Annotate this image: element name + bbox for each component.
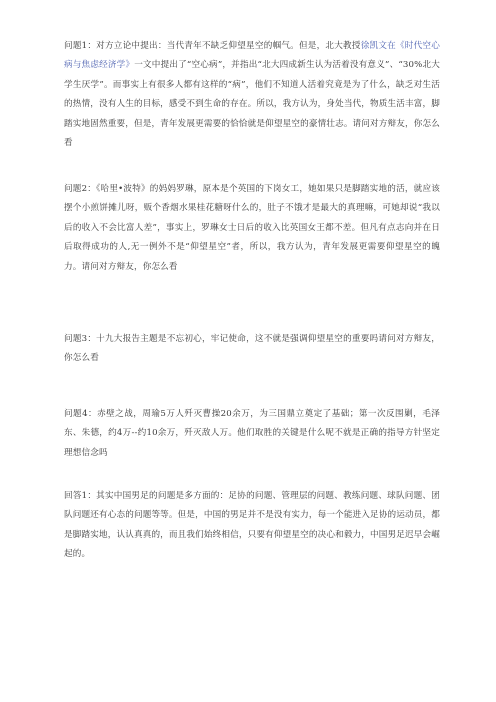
question-4-paragraph: 问题4：赤壁之战，周瑜5万人歼灭曹操20余万，为三国鼎立奠定了基础；第一次反围剿，毛泽东、朱德，约4万--约10余万，歼灭敌人万。他们取胜的关键是什么呢不就是正确的指导方针坚定理想信念吗 <box>64 409 440 458</box>
question-2-paragraph: 问题2：《哈里•波特》的妈妈罗琳，原本是个英国的下岗女工，她如果只是脚踏实地的活，就应该摆个小煎饼摊儿呀，贩个香烟水果桂花糖呀什么的，肚子不饿才是最大的真理嘛，可她却说“我以后的收入不会比富人差”，事实上，罗琳女士日后的收入比英国女王都不差。但凡有点志向并在日后取得成功的人,无一例外不是“仰望星空”者，所以，我方认为，青年发展更需要仰望星空的魄力。请问对方辩友，你怎么看 <box>64 184 440 272</box>
question-3-paragraph: 问题3：十九大报告主题是不忘初心，牢记使命，这不就是强调仰望星空的重要吗请问对方辩友，你怎么看 <box>64 334 440 364</box>
answer-1-paragraph: 回答1：其实中国男足的问题是多方面的：足协的问题、管理层的问题、教练问题、球队问题、团队问题还有心态的问题等等。但是，中国的男足并不是没有实力，每一个能进入足协的运动员，都是脚踏实地，认认真真的，而且我们始终相信，只要有仰望星空的决心和毅力，中国男足迟早会崛起的。 <box>64 491 440 560</box>
question-1-text-start: 问题1：对方立论中提出：当代青年不缺乏仰望星空的帼气。但是，北大教授 <box>64 41 361 51</box>
question-1-paragraph <box>64 37 440 153</box>
question-1-highlight-link[interactable]: 徐凯文在《时代空心病与焦虑经济学》 <box>64 41 440 71</box>
question-1-text-end: 一文中提出了“空心病”，并指出“北大四成新生认为活着没有意义”、“30%北大学生厌学”。而事实上有很多人都有这样的“病”，他们不知道人活着究竟是为了什么，缺乏对生活的热情，没有人生的目标，感受不到生命的存在。所以，我方认为，身处当代，物质生活丰富，脚踏实地固然重要，但是，青年发展更需要的恰恰就是仰望星空的豪情壮志。请问对方辩友，你怎么看 <box>64 60 440 149</box>
